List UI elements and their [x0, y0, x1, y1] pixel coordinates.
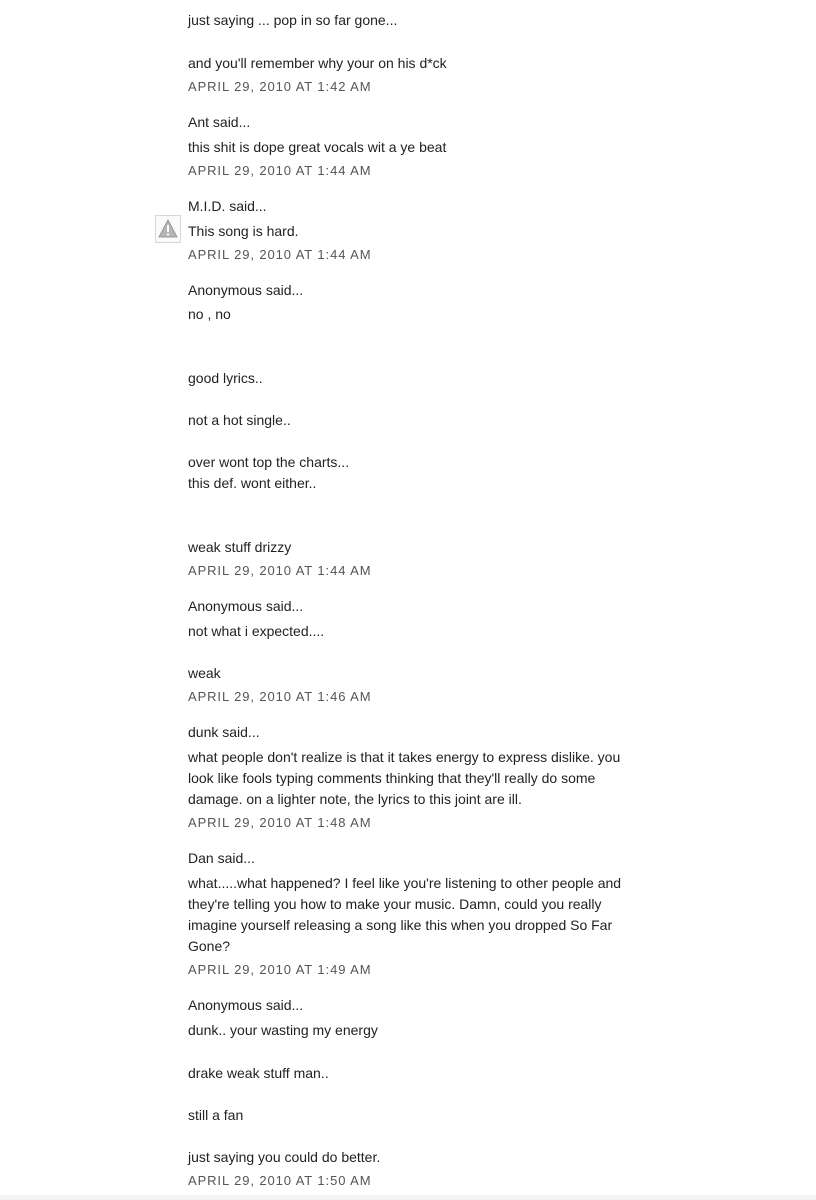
comment-timestamp-link[interactable]: APRIL 29, 2010 AT 1:44 AM — [188, 163, 372, 178]
comment-body-line: This song is hard. — [188, 223, 299, 239]
comment-body-line: no , no — [188, 306, 231, 322]
comment-body-line: not a hot single.. — [188, 412, 291, 428]
comment-timestamp-link[interactable]: APRIL 29, 2010 AT 1:44 AM — [188, 247, 372, 262]
comment-timestamp-link[interactable]: APRIL 29, 2010 AT 1:49 AM — [188, 962, 372, 977]
comment-body-line: good lyrics.. — [188, 370, 263, 386]
warning-triangle-icon — [156, 216, 180, 242]
comment-body-line: weak stuff drizzy — [188, 539, 292, 555]
broken-image-icon[interactable] — [155, 215, 181, 243]
comment-author: Anonymous said... — [188, 282, 304, 298]
comment-timestamp-link[interactable]: APRIL 29, 2010 AT 1:46 AM — [188, 689, 372, 704]
comment-body-line: not what i expected.... — [188, 623, 325, 639]
comment-body-text: what.....what happened? I feel like you're listening to other people and they're telling you how to make your music. Damn, could you really imagine yourself releasing a song like this when you dropped So Far Gone? — [188, 875, 622, 954]
comment-author: Ant said... — [188, 114, 251, 130]
comment-body-line: dunk.. your wasting my energy — [188, 1022, 378, 1038]
comment-body-text: what people don't realize is that it takes energy to express dislike. you look like fools typing comments thinking that they'll really do some damage. on a lighter note, the lyrics to this joint are ill. — [188, 749, 621, 807]
page-bottom-divider — [0, 1195, 816, 1200]
comment-body-line: and you'll remember why your on his d*ck — [188, 55, 447, 71]
comment-author[interactable]: M.I.D. said... — [188, 198, 267, 214]
comment-body-line: this shit is dope great vocals wit a ye beat — [188, 139, 447, 155]
comment-timestamp-link[interactable]: APRIL 29, 2010 AT 1:50 AM — [188, 1173, 372, 1188]
comment-author: Anonymous said... — [188, 997, 304, 1013]
comment-body-line: over wont top the charts... — [188, 454, 350, 470]
comment-body-line: still a fan — [188, 1107, 244, 1123]
comment-body-line: drake weak stuff man.. — [188, 1065, 329, 1081]
comment-body-line: just saying ... pop in so far gone... — [188, 12, 398, 28]
comment-author: Anonymous said... — [188, 598, 304, 614]
comment-body-line: just saying you could do better. — [188, 1149, 381, 1165]
comment-timestamp-link[interactable]: APRIL 29, 2010 AT 1:42 AM — [188, 79, 372, 94]
comment-author[interactable]: dunk said... — [188, 724, 260, 740]
comment-timestamp-link[interactable]: APRIL 29, 2010 AT 1:44 AM — [188, 563, 372, 578]
comment-body-line: this def. wont either.. — [188, 475, 317, 491]
comment-body-line: weak — [188, 665, 221, 681]
comment-author[interactable]: Dan said... — [188, 850, 255, 866]
comment-timestamp-link[interactable]: APRIL 29, 2010 AT 1:48 AM — [188, 815, 372, 830]
